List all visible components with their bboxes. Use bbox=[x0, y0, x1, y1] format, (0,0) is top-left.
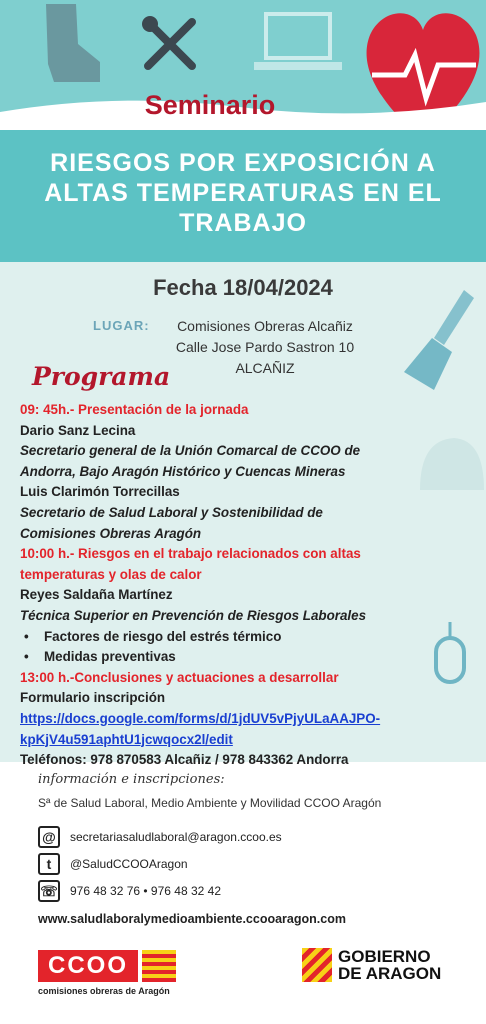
aragon-flag-icon bbox=[302, 948, 332, 982]
program-line: Teléfonos: 978 870583 Alcañiz / 978 843362 Andorra bbox=[20, 752, 349, 768]
title-line: RIESGOS POR EXPOSICIÓN A bbox=[50, 149, 436, 177]
address-line: Calle Jose Pardo Sastron 10 bbox=[175, 339, 355, 355]
aragon-flag-icon bbox=[142, 950, 176, 982]
bullet-icon: • bbox=[24, 649, 29, 665]
twitter-row[interactable] bbox=[38, 853, 188, 875]
tools-icon bbox=[140, 14, 200, 74]
form-link[interactable]: https://docs.google.com/forms/d/1jdUV5vPjyULaAAJPO- bbox=[20, 710, 381, 726]
gobierno-aragon-logo bbox=[302, 948, 441, 982]
website-link[interactable]: www.saludlaboralymedioambiente.ccooaragon.com bbox=[38, 912, 346, 926]
title-line: TRABAJO bbox=[179, 209, 307, 237]
program-line bbox=[20, 627, 460, 648]
program-line: Secretario de Salud Laboral y Sostenibilidad de bbox=[20, 504, 323, 520]
ccoo-caption: comisiones obreras de Aragón bbox=[38, 986, 170, 996]
gov-line: GOBIERNO bbox=[338, 947, 431, 966]
address-line: ALCAÑIZ bbox=[235, 360, 295, 376]
place-address bbox=[160, 316, 370, 379]
twitter-handle[interactable]: @SaludCCOOAragon bbox=[70, 857, 188, 871]
at-icon: @ bbox=[38, 826, 60, 848]
info-heading: información e inscripciones: bbox=[38, 772, 225, 787]
program-heading: Programa bbox=[32, 362, 171, 391]
event-date: Fecha 18/04/2024 bbox=[153, 275, 333, 300]
seminar-label: Seminario bbox=[144, 90, 276, 120]
program-line: Luis Clarimón Torrecillas bbox=[20, 484, 180, 500]
program-line: 10:00 h.- Riesgos en el trabajo relacionados con altas bbox=[20, 546, 361, 562]
program-line: Técnica Superior en Prevención de Riesgos Laborales bbox=[20, 607, 367, 623]
program-line: temperaturas y olas de calor bbox=[20, 566, 202, 582]
bullet-text: Medidas preventivas bbox=[44, 649, 176, 665]
program-line: Formulario inscripción bbox=[20, 690, 166, 706]
program-line: Reyes Saldaña Martínez bbox=[20, 587, 173, 603]
bullet-text: Factores de riesgo del estrés térmico bbox=[44, 628, 282, 644]
ccoo-logo bbox=[38, 950, 178, 984]
email-row[interactable] bbox=[38, 826, 282, 848]
address-line: Comisiones Obreras Alcañiz bbox=[177, 318, 353, 334]
ccoo-logo-text: CCOO bbox=[38, 950, 138, 982]
program-line bbox=[20, 647, 460, 668]
program-line: Dario Sanz Lecina bbox=[20, 422, 136, 438]
twitter-icon: t bbox=[38, 853, 60, 875]
boot-icon bbox=[36, 4, 106, 84]
title-line: ALTAS TEMPERATURAS EN EL bbox=[44, 179, 442, 207]
form-link[interactable]: kpKjV4u591aphtU1jcwqocx2l/edit bbox=[20, 731, 233, 747]
info-subtitle: Sª de Salud Laboral, Medio Ambiente y Movilidad CCOO Aragón bbox=[38, 796, 382, 810]
phone-numbers: 976 48 32 76 • 976 48 32 42 bbox=[70, 884, 222, 898]
program-line: Secretario general de la Unión Comarcal de CCOO de bbox=[20, 443, 361, 459]
program-line: 09: 45h.- Presentación de la jornada bbox=[20, 402, 249, 417]
phone-row bbox=[38, 880, 221, 902]
email-link[interactable]: secretariasaludlaboral@aragon.ccoo.es bbox=[70, 830, 282, 844]
page-title bbox=[20, 148, 466, 238]
gov-line: DE ARAGON bbox=[338, 964, 442, 983]
place-label: LUGAR: bbox=[93, 318, 150, 333]
shovel-icon bbox=[404, 290, 480, 400]
program-line: 13:00 h.-Conclusiones y actuaciones a desarrollar bbox=[20, 669, 339, 685]
laptop-icon bbox=[248, 10, 348, 80]
program-list bbox=[20, 400, 460, 771]
bullet-icon: • bbox=[24, 628, 29, 644]
program-line: Comisiones Obreras Aragón bbox=[20, 525, 202, 541]
program-line: Andorra, Bajo Aragón Histórico y Cuencas Mineras bbox=[20, 463, 346, 479]
phone-icon: ☏ bbox=[38, 880, 60, 902]
gov-logo-text bbox=[338, 948, 441, 982]
